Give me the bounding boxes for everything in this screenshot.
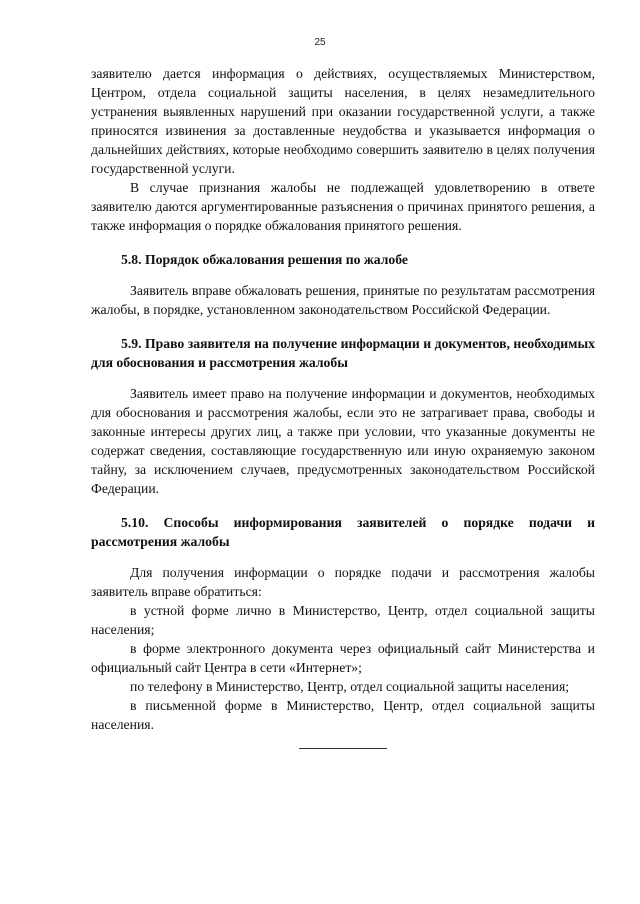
- section-5-10-paragraph-5: в письменной форме в Министерство, Центр, отдел социальной защиты населения.: [91, 698, 595, 732]
- intro-paragraph-1: заявителю дается информация о действиях, осуществляемых Министерством, Центром, отдела социальной защиты населения, в целях незамедлительного устранения выявленных нарушений при оказании государственной услуги, а также приносятся извинения за доставленные неудобства и указывается информация о дальнейших действиях, которые необходимо совершить заявителю в целях получения государственной услуги.: [91, 66, 595, 176]
- section-5-10-paragraph-1: Для получения информации о порядке подачи и рассмотрения жалобы заявитель вправе обратиться:: [91, 565, 595, 599]
- intro-paragraph-2: В случае признания жалобы не подлежащей удовлетворению в ответе заявителю даются аргументированные разъяснения о причинах принятого решения, а также информация о порядке обжалования принятого решения.: [91, 180, 595, 233]
- section-5-8-paragraph: Заявитель вправе обжаловать решения, принятые по результатам рассмотрения жалобы, в порядке, установленном законодательством Российской Федерации.: [91, 283, 595, 317]
- section-5-8-heading: 5.8. Порядок обжалования решения по жалобе: [121, 252, 409, 267]
- section-5-10-paragraph-2: в устной форме лично в Министерство, Центр, отдел социальной защиты населения;: [91, 603, 595, 637]
- end-separator-line: [299, 748, 387, 749]
- section-5-10-paragraph-4: по телефону в Министерство, Центр, отдел социальной защиты населения;: [130, 679, 570, 694]
- section-5-10-heading: 5.10. Способы информирования заявителей о порядке подачи и рассмотрения жалобы: [91, 515, 595, 549]
- section-5-10-paragraph-3: в форме электронного документа через официальный сайт Министерства и официальный сайт Центра в сети «Интернет»;: [91, 641, 595, 675]
- section-5-9-paragraph: Заявитель имеет право на получение информации и документов, необходимых для обоснования и рассмотрения жалобы, если это не затрагивает права, свободы и законные интересы других лиц, а также при условии, что указанные документы не содержат сведения, составляющие государственную или иную охраняемую законом тайну, за исключением случаев, предусмотренных законодательством Российской Федерации.: [91, 386, 595, 496]
- section-5-9-heading: 5.9. Право заявителя на получение информации и документов, необходимых для обоснования и рассмотрения жалобы: [91, 336, 595, 370]
- page-number: 25: [314, 37, 326, 48]
- page-content: [91, 64, 595, 749]
